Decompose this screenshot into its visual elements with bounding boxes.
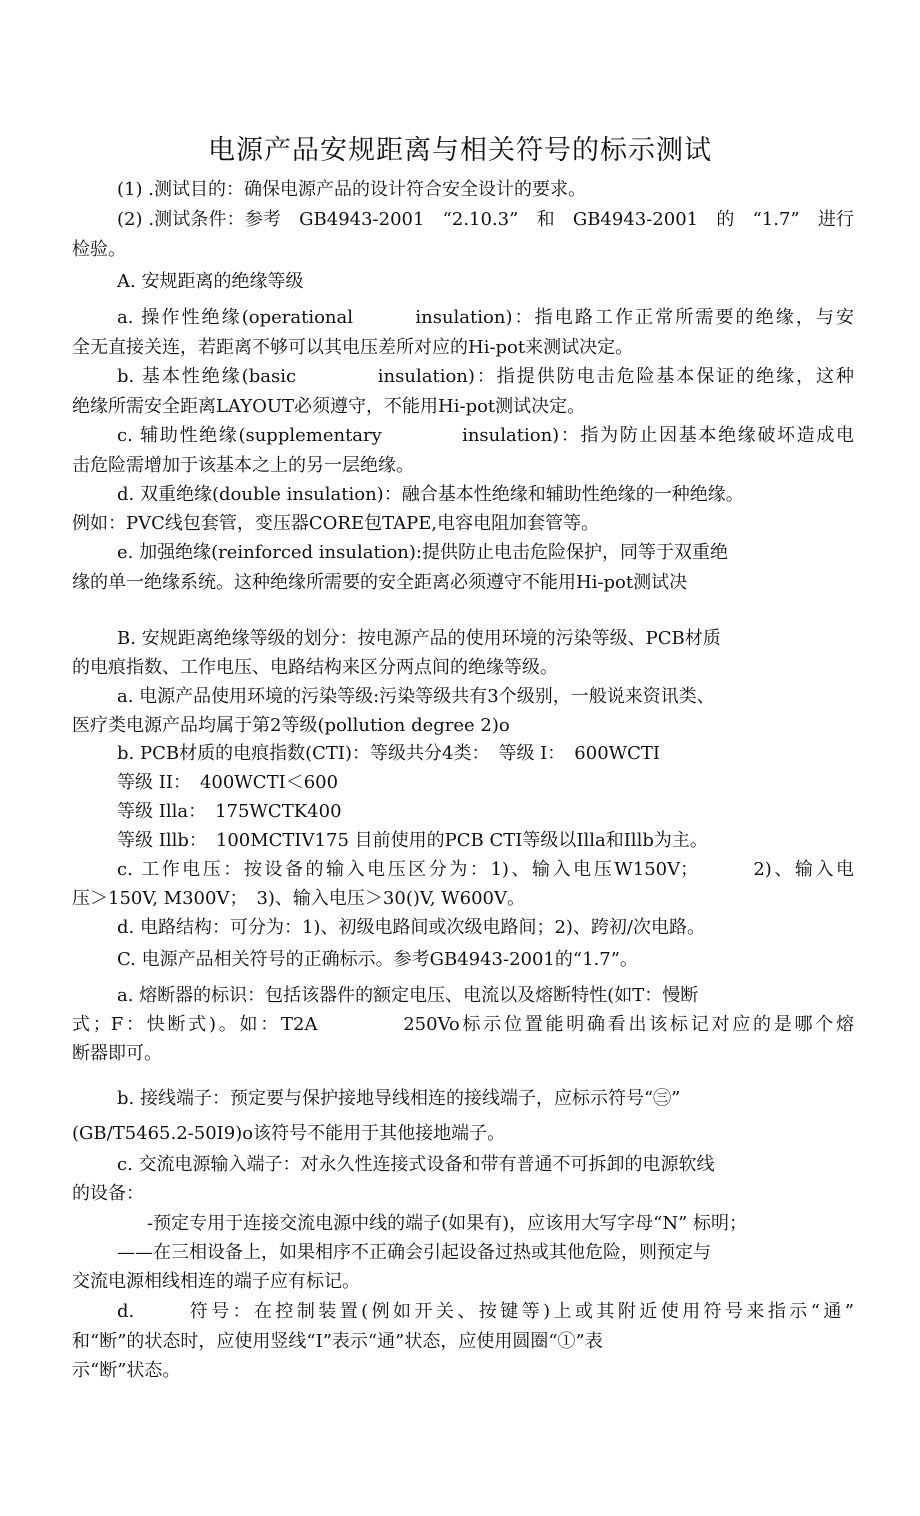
line-basic-insulation-cont: 绝缘所需安全距离LAYOUT必须遵守，不能用Hi-pot测试决定。 [72, 396, 586, 417]
line-test-purpose: (1) .测试目的：确保电源产品的设计符合安全设计的要求。 [117, 179, 586, 200]
line-terminal-cont: (GB/T5465.2-50I9)o该符号不能用于其他接地端子。 [72, 1123, 506, 1144]
line-fuse-marking-cont: 式；F：快断式)。如：T2A 250Vo标示位置能明确看出该标记对应的是哪个熔 [72, 1014, 854, 1035]
line-working-voltage-cont: 压＞150V, M300V； 3)、输入电压＞30()V, W600V。 [72, 888, 526, 909]
line-fuse-marking-end: 断器即可。 [72, 1043, 162, 1064]
line-operational-insulation-cont: 全无直接关连，若距离不够可以其电压差所对应的Hi-pot来测试决定。 [72, 337, 634, 358]
line-three-phase-cont: 交流电源相线相连的端子应有标记。 [72, 1271, 360, 1292]
line-section-b-cont: 的电痕指数、工作电压、电路结构来区分两点间的绝缘等级。 [72, 657, 558, 678]
line-supplementary-insulation: c. 辅助性绝缘(supplementary insulation)：指为防止因基本绝缘破坏造成电 [117, 425, 854, 446]
line-reinforced-insulation-cont: 缘的单一绝缘系统。这种绝缘所需要的安全距离必须遵守不能用Hi-pot测试决 [72, 572, 688, 593]
line-fuse-marking: a. 熔断器的标识：包括该器件的额定电压、电流以及熔断特性(如T：慢断 [117, 985, 699, 1006]
line-supplementary-insulation-cont: 击危险需增加于该基本之上的另一层绝缘。 [72, 455, 414, 476]
line-test-condition-cont: 检验。 [72, 239, 126, 260]
line-cti-level-2: 等级 II： 400WCTI＜600 [117, 772, 339, 793]
line-neutral-terminal: -预定专用于连接交流电源中线的端子(如果有)，应该用大写字母“N” 标明； [147, 1213, 747, 1234]
line-pollution-degree-cont: 医疗类电源产品均属于第2等级(pollution degree 2)o [72, 715, 510, 736]
line-onoff-symbol: d. 符号：在控制装置(例如开关、按键等)上或其附近使用符号来指示“通” [117, 1301, 854, 1322]
line-onoff-symbol-cont: 和“断”的状态时，应使用竖线“I”表示“通”状态，应使用圆圈“①”表 [72, 1331, 603, 1352]
heading-section-b: B. 安规距离绝缘等级的划分：按电源产品的使用环境的污染等级、PCB材质 [117, 628, 721, 649]
line-operational-insulation: a. 操作性绝缘(operational insulation)：指电路工作正常所需要的绝缘，与安 [117, 307, 854, 328]
line-circuit-structure: d. 电路结构：可分为：1)、初级电路间或次级电路间；2)、跨初/次电路。 [117, 917, 705, 938]
line-ac-input-terminal: c. 交流电源输入端子：对永久性连接式设备和带有普通不可拆卸的电源软线 [117, 1154, 715, 1175]
line-reinforced-insulation: e. 加强绝缘(reinforced insulation):提供防止电击危险保护，同等于双重绝 [117, 542, 728, 563]
heading-section-a: A. 安规距离的绝缘等级 [117, 271, 304, 292]
line-double-insulation: d. 双重绝缘(double insulation)：融合基本性绝缘和辅助性绝缘的一种绝缘。 [117, 484, 744, 505]
line-double-insulation-example: 例如：PVC线包套管，变压器CORE包TAPE,电容电阻加套管等。 [72, 513, 600, 534]
line-terminal: b. 接线端子：预定要与保护接地导线相连的接线端子，应标示符号“㊂” [117, 1088, 681, 1109]
line-basic-insulation: b. 基本性绝缘(basic insulation)：指提供防电击危险基本保证的绝缘，这种 [117, 366, 854, 387]
line-cti-level-3a: 等级 Illa： 175WCTK400 [117, 801, 342, 822]
line-three-phase: ——在三相设备上，如果相序不正确会引起设备过热或其他危险，则预定与 [117, 1242, 711, 1263]
line-cti-level-1: b. PCB材质的电痕指数(CTI)：等级共分4类： 等级 I： 600WCTI [117, 743, 661, 764]
line-cti-level-3b: 等级 Illb： 100MCTIV175 目前使用的PCB CTI等级以Illa和Illb为主。 [117, 830, 708, 851]
line-ac-input-terminal-cont: 的设备： [72, 1183, 144, 1204]
line-test-condition: (2) .测试条件：参考 GB4943-2001 “2.10.3” 和 GB4943-2001 的 “1.7” 进行 [117, 209, 854, 230]
line-working-voltage: c. 工作电压：按设备的输入电压区分为：1)、输入电压W150V； 2)、输入电 [117, 859, 854, 880]
heading-section-c: C. 电源产品相关符号的正确标示。参考GB4943-2001的“1.7”。 [117, 949, 638, 970]
line-onoff-symbol-end: 示“断”状态。 [72, 1360, 181, 1381]
line-pollution-degree: a. 电源产品使用环境的污染等级:污染等级共有3个级别，一般说来资讯类、 [117, 686, 715, 707]
document-title: 电源产品安规距离与相关符号的标示测试 [208, 135, 712, 166]
